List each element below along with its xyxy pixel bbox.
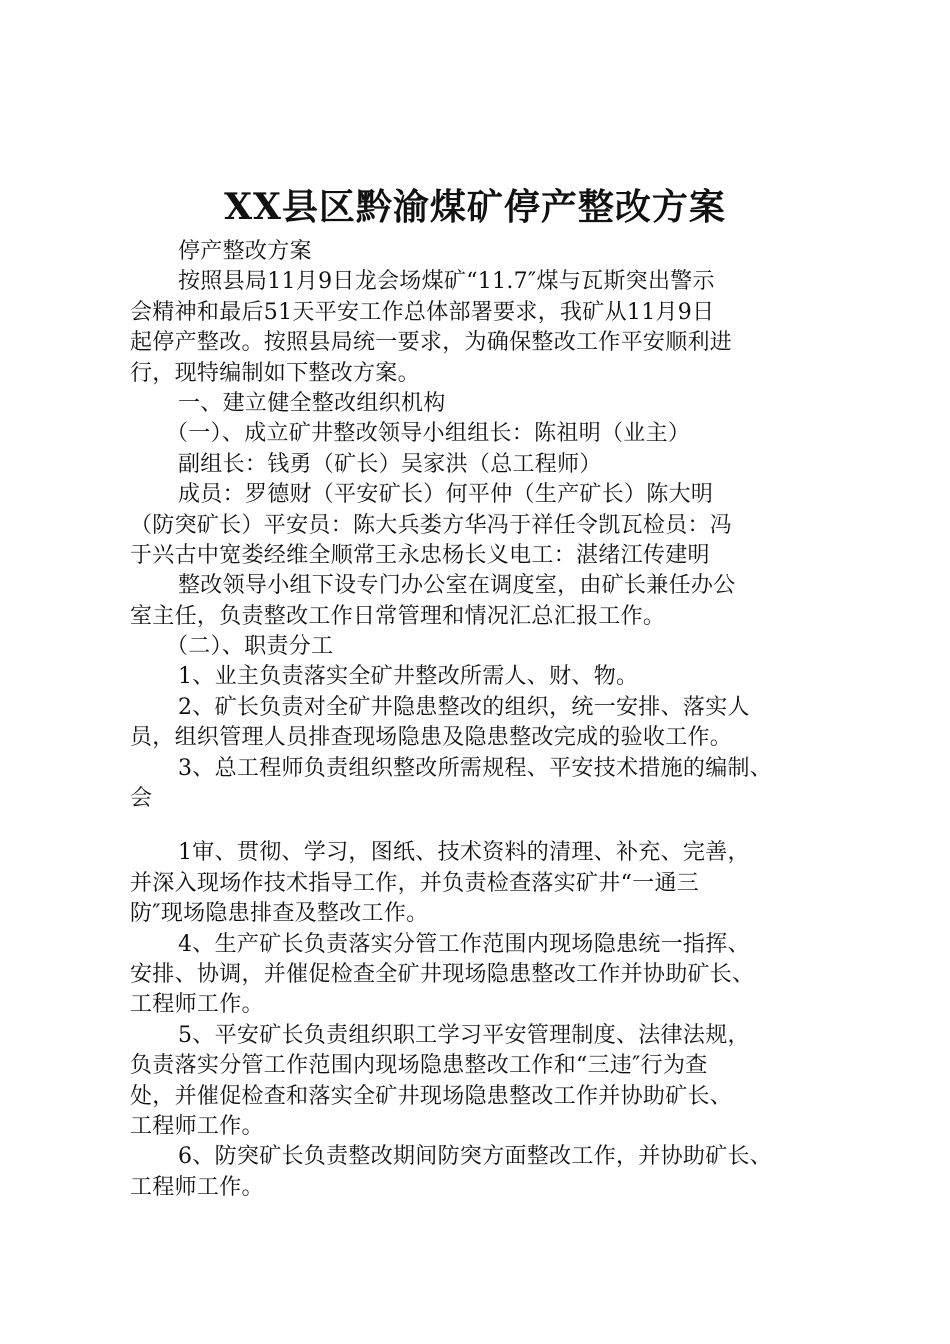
list-item: 1审、贯彻、学习，图纸、技术资料的清理、补充、完善， — [178, 840, 750, 866]
paragraph-line: 会精神和最后51天平安工作总体部署要求，我矿从11月9日 — [130, 299, 715, 325]
list-item: 负责落实分管工作范围内现场隐患整改工作和“三违″行为查 — [130, 1053, 708, 1079]
section-heading: 一、建立健全整改组织机构 — [178, 390, 446, 416]
list-item: 工程师工作。 — [130, 1113, 264, 1139]
document-title: XX县区黔渝煤矿停产整改方案 — [224, 186, 726, 228]
list-item: 会 — [130, 786, 153, 812]
paragraph-line: 室主任，负责整改工作日常管理和情况汇总汇报工作。 — [130, 603, 666, 629]
list-item: 工程师工作。 — [130, 1174, 264, 1200]
paragraph-line: 按照县局11月9日龙会场煤矿“11.7″煤与瓦斯突出警示 — [178, 269, 715, 295]
list-item: 员，组织管理人员排查现场隐患及隐患整改完成的验收工作。 — [130, 725, 733, 751]
list-item: 6、防突矿长负责整改期间防突方面整改工作，并协助矿长、 — [178, 1144, 773, 1170]
paragraph-line: 副组长：钱勇（矿长）吴家洪（总工程师） — [178, 451, 602, 477]
list-item: 3、总工程师负责组织整改所需规程、平安技术措施的编制、 — [178, 755, 773, 781]
list-item: 安排、协调，并催促检查全矿井现场隐患整改工作并协助矿长、 — [130, 961, 755, 987]
paragraph-line: 于兴古中宽娄经维全顺常王永忠杨长义电工：湛绪江传建明 — [130, 542, 710, 568]
subsection-heading: （一）、成立矿井整改领导小组组长：陈祖明（业主） — [166, 421, 691, 447]
list-item: 2、矿长负责对全矿井隐患整改的组织，统一安排、落实人 — [178, 694, 750, 720]
list-item: 工程师工作。 — [130, 992, 264, 1018]
document-body — [130, 237, 850, 1203]
list-item: 4、生产矿长负责落实分管工作范围内现场隐患统一指挥、 — [178, 931, 750, 957]
subsection-heading: （二）、职责分工 — [166, 634, 334, 660]
paragraph-line: （防突矿长）平安员：陈大兵娄方华冯于祥任令凯瓦检员：冯 — [130, 512, 733, 538]
paragraph-line: 整改领导小组下设专门办公室在调度室，由矿长兼任办公 — [178, 573, 736, 599]
list-item: 防″现场隐患排查及整改工作。 — [130, 901, 429, 927]
list-item: 并深入现场作技术指导工作，并负责检查落实矿井“一通三 — [130, 870, 700, 896]
paragraph-line: 起停产整改。按照县局统一要求，为确保整改工作平安顺利进 — [130, 330, 733, 356]
paragraph-line: 成员：罗德财（平安矿长）何平仲（生产矿长）陈大明 — [178, 482, 714, 508]
paragraph-line: 行，现特编制如下整改方案。 — [130, 360, 420, 386]
list-item: 处，并催促检查和落实全矿井现场隐患整改工作并协助矿长、 — [130, 1083, 733, 1109]
spacer — [130, 814, 850, 838]
paragraph-line: 停产整改方案 — [178, 239, 312, 264]
list-item: 1、业主负责落实全矿井整改所需人、财、物。 — [178, 664, 639, 690]
list-item: 5、平安矿长负责组织职工学习平安管理制度、法律法规， — [178, 1022, 750, 1048]
